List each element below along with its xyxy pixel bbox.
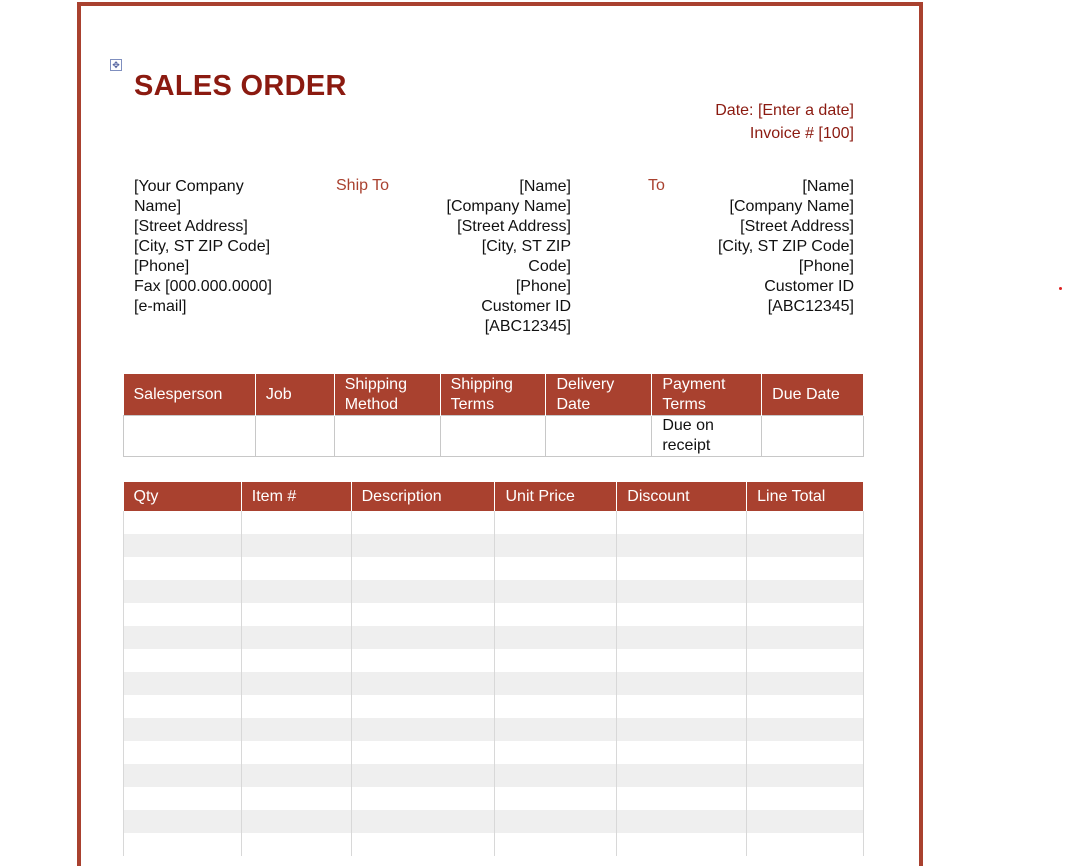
ship-to-address[interactable]: [420, 177, 571, 337]
header-due-date: Due Date: [762, 374, 864, 416]
line-item-row: [124, 557, 864, 580]
ship-to-label: Ship To: [336, 177, 390, 194]
margin-marker: [1059, 287, 1062, 290]
header-line-total: Line Total: [747, 482, 864, 511]
line-item-cell[interactable]: [617, 810, 747, 833]
line-item-cell[interactable]: [351, 626, 495, 649]
bill-to-line: [Phone]: [798, 258, 854, 275]
bill-to-line: [ABC12345]: [767, 298, 854, 315]
order-date[interactable]: Date: [Enter a date]: [715, 102, 854, 119]
line-item-row: [124, 534, 864, 557]
line-item-cell[interactable]: [495, 626, 617, 649]
line-item-row: [124, 511, 864, 534]
from-line: [e-mail]: [134, 298, 187, 315]
ship-to-line: [Company Name]: [446, 198, 571, 215]
line-item-cell[interactable]: [124, 511, 242, 534]
line-item-cell[interactable]: [351, 718, 495, 741]
line-item-row: [124, 833, 864, 856]
line-item-cell[interactable]: [747, 626, 864, 649]
line-item-cell[interactable]: [747, 603, 864, 626]
line-item-cell[interactable]: [351, 557, 495, 580]
line-item-cell[interactable]: [124, 534, 242, 557]
line-item-row: [124, 810, 864, 833]
line-item-cell[interactable]: [747, 787, 864, 810]
header-delivery-date: Delivery Date: [546, 374, 652, 416]
line-item-row: [124, 741, 864, 764]
line-item-row: [124, 764, 864, 787]
line-item-cell[interactable]: [351, 764, 495, 787]
line-item-cell[interactable]: [617, 695, 747, 718]
line-item-cell[interactable]: [617, 557, 747, 580]
line-item-cell[interactable]: [241, 603, 351, 626]
line-item-cell[interactable]: [495, 672, 617, 695]
line-item-cell[interactable]: [747, 511, 864, 534]
header-job: Job: [255, 374, 334, 416]
table-move-handle-icon[interactable]: ✥: [110, 59, 122, 71]
line-item-cell[interactable]: [241, 695, 351, 718]
bill-to-line: [Company Name]: [729, 198, 854, 215]
from-line: Name]: [134, 198, 182, 215]
cell-shipping-method[interactable]: [334, 416, 440, 457]
order-info-table: [123, 374, 864, 457]
bill-to-label: To: [648, 177, 665, 194]
line-item-cell[interactable]: [351, 810, 495, 833]
from-line: Fax [000.000.0000]: [134, 278, 272, 295]
line-item-cell[interactable]: [351, 672, 495, 695]
line-item-cell[interactable]: [747, 672, 864, 695]
line-item-cell[interactable]: [351, 649, 495, 672]
line-item-cell[interactable]: [617, 603, 747, 626]
line-item-cell[interactable]: [747, 810, 864, 833]
line-item-cell[interactable]: [241, 534, 351, 557]
line-item-cell[interactable]: [124, 672, 242, 695]
line-item-row: [124, 626, 864, 649]
header-unit-price: Unit Price: [495, 482, 617, 511]
line-item-cell[interactable]: [495, 741, 617, 764]
line-item-cell[interactable]: [241, 764, 351, 787]
cell-payment-terms[interactable]: Due on receipt: [652, 416, 762, 457]
cell-salesperson[interactable]: [124, 416, 256, 457]
line-item-cell[interactable]: [124, 833, 242, 856]
line-item-cell[interactable]: [617, 649, 747, 672]
bill-to-line: [City, ST ZIP Code]: [717, 238, 854, 255]
line-item-cell[interactable]: [495, 603, 617, 626]
cell-delivery-date[interactable]: [546, 416, 652, 457]
from-address[interactable]: [134, 177, 304, 317]
from-line: [City, ST ZIP Code]: [134, 238, 271, 255]
line-item-cell[interactable]: [351, 580, 495, 603]
line-item-cell[interactable]: [495, 695, 617, 718]
bill-to-line: [Street Address]: [740, 218, 854, 235]
line-item-row: [124, 580, 864, 603]
line-item-cell[interactable]: [495, 833, 617, 856]
line-item-cell[interactable]: [241, 649, 351, 672]
line-item-row: [124, 787, 864, 810]
header-discount: Discount: [617, 482, 747, 511]
header-item-number: Item #: [241, 482, 351, 511]
from-line: [Your Company: [134, 178, 244, 195]
line-item-cell[interactable]: [351, 787, 495, 810]
ship-to-line: Customer ID: [481, 298, 571, 315]
line-item-row: [124, 649, 864, 672]
bill-to-line: Customer ID: [764, 278, 854, 295]
line-item-cell[interactable]: [241, 741, 351, 764]
line-item-cell[interactable]: [124, 787, 242, 810]
line-item-cell[interactable]: [747, 557, 864, 580]
header-payment-terms: Payment Terms: [652, 374, 762, 416]
line-items-header-row: [124, 482, 864, 511]
line-item-cell[interactable]: [617, 672, 747, 695]
ship-to-line: [City, ST ZIP: [481, 238, 571, 255]
line-item-cell[interactable]: [124, 603, 242, 626]
document-title: SALES ORDER: [134, 70, 347, 102]
line-item-cell[interactable]: [241, 511, 351, 534]
line-item-row: [124, 695, 864, 718]
ship-to-line: [ABC12345]: [484, 318, 571, 335]
line-item-cell[interactable]: [747, 764, 864, 787]
line-item-cell[interactable]: [747, 580, 864, 603]
line-item-cell[interactable]: [617, 833, 747, 856]
line-item-cell[interactable]: [124, 649, 242, 672]
line-item-row: [124, 603, 864, 626]
line-item-cell[interactable]: [495, 511, 617, 534]
line-item-cell[interactable]: [241, 787, 351, 810]
line-item-cell[interactable]: [617, 741, 747, 764]
order-info-header-row: [124, 374, 864, 416]
ship-to-line: [Street Address]: [457, 218, 571, 235]
header-qty: Qty: [124, 482, 242, 511]
header-shipping-terms: Shipping Terms: [440, 374, 546, 416]
line-item-cell[interactable]: [124, 764, 242, 787]
line-item-cell[interactable]: [124, 580, 242, 603]
ship-to-line: Code]: [528, 258, 571, 275]
line-item-cell[interactable]: [124, 695, 242, 718]
line-item-cell[interactable]: [241, 557, 351, 580]
line-item-cell[interactable]: [241, 810, 351, 833]
line-item-cell[interactable]: [617, 511, 747, 534]
line-item-cell[interactable]: [617, 626, 747, 649]
line-item-cell[interactable]: [124, 557, 242, 580]
bill-to-address[interactable]: [680, 177, 854, 317]
invoice-number[interactable]: Invoice # [100]: [749, 125, 854, 142]
header-shipping-method: Shipping Method: [334, 374, 440, 416]
line-item-cell[interactable]: [351, 603, 495, 626]
line-item-row: [124, 672, 864, 695]
cell-job[interactable]: [255, 416, 334, 457]
line-item-cell[interactable]: [351, 741, 495, 764]
bill-to-line: [Name]: [802, 178, 854, 195]
line-item-cell[interactable]: [241, 718, 351, 741]
line-item-cell[interactable]: [124, 626, 242, 649]
line-item-cell[interactable]: [351, 695, 495, 718]
line-item-cell[interactable]: [351, 833, 495, 856]
cell-shipping-terms[interactable]: [440, 416, 546, 457]
cell-due-date[interactable]: [762, 416, 864, 457]
order-info-row: [124, 416, 864, 457]
line-item-cell[interactable]: [747, 833, 864, 856]
header-salesperson: Salesperson: [124, 374, 256, 416]
line-item-cell[interactable]: [351, 534, 495, 557]
header-description: Description: [351, 482, 495, 511]
line-item-cell[interactable]: [617, 787, 747, 810]
line-item-cell[interactable]: [495, 810, 617, 833]
line-item-cell[interactable]: [747, 741, 864, 764]
line-item-cell[interactable]: [241, 580, 351, 603]
line-item-cell[interactable]: [747, 695, 864, 718]
line-item-cell[interactable]: [495, 649, 617, 672]
line-item-cell[interactable]: [495, 580, 617, 603]
line-item-cell[interactable]: [747, 534, 864, 557]
line-item-cell[interactable]: [617, 764, 747, 787]
ship-to-line: [Phone]: [515, 278, 571, 295]
line-item-cell[interactable]: [495, 557, 617, 580]
line-item-cell[interactable]: [241, 626, 351, 649]
line-item-cell[interactable]: [617, 718, 747, 741]
line-item-cell[interactable]: [747, 718, 864, 741]
ship-to-line: [Name]: [519, 178, 571, 195]
line-item-cell[interactable]: [124, 718, 242, 741]
line-item-cell[interactable]: [241, 672, 351, 695]
line-item-cell[interactable]: [495, 764, 617, 787]
line-item-cell[interactable]: [124, 741, 242, 764]
line-item-cell[interactable]: [351, 511, 495, 534]
line-item-cell[interactable]: [495, 534, 617, 557]
line-item-cell[interactable]: [747, 649, 864, 672]
line-item-cell[interactable]: [617, 534, 747, 557]
line-item-cell[interactable]: [241, 833, 351, 856]
from-line: [Street Address]: [134, 218, 248, 235]
line-items-table: [123, 482, 864, 856]
line-item-cell[interactable]: [495, 787, 617, 810]
line-item-cell[interactable]: [495, 718, 617, 741]
line-item-row: [124, 718, 864, 741]
from-line: [Phone]: [134, 258, 190, 275]
line-item-cell[interactable]: [124, 810, 242, 833]
line-item-cell[interactable]: [617, 580, 747, 603]
